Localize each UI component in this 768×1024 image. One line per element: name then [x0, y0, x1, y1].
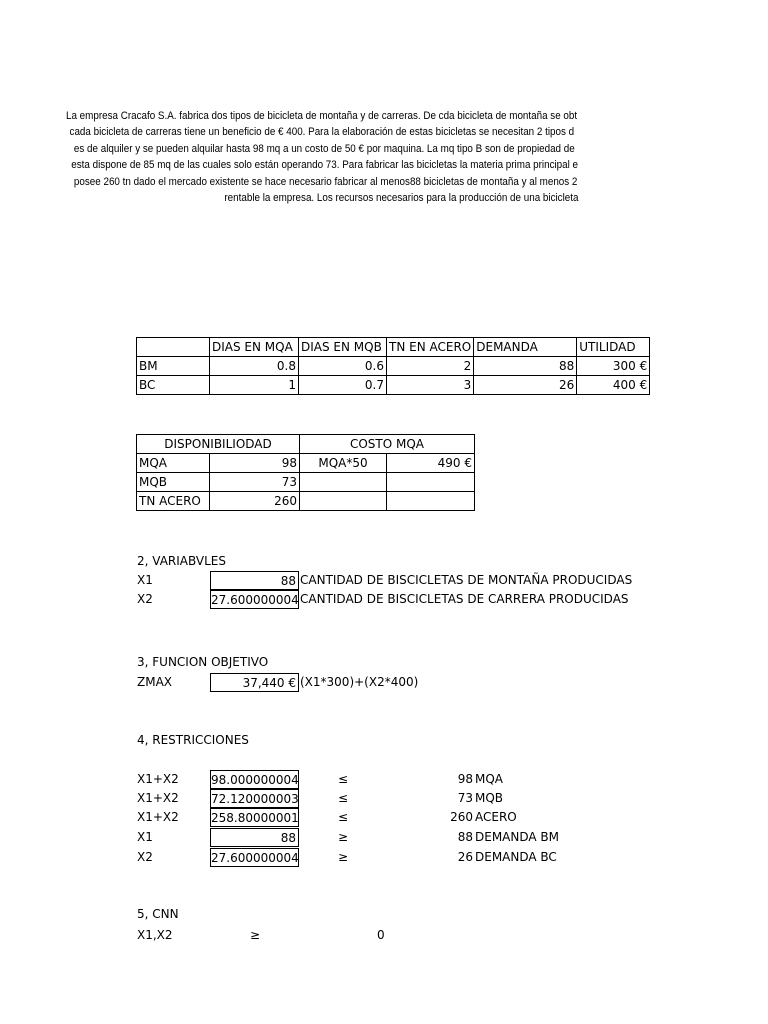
variables-title: 2, VARIABVLES [137, 554, 226, 568]
problem-statement [0, 108, 676, 208]
var-x1-name: X1 [137, 573, 153, 587]
header-cell-empty[interactable] [137, 338, 210, 357]
label-mqa[interactable]: MQA [137, 454, 210, 473]
problem-line-6: rentable la empresa. Los recursos necesarios para la producción de una bicicleta [224, 192, 579, 204]
constraint-lhs: X1+X2 [137, 810, 179, 824]
problem-line-3: es de alquiler y se pueden alquilar hasta 98 mq a un costo de 50 € por maquina. La mq tipo B son de propiedad de [73, 143, 575, 155]
constraint-operator: ≤ [338, 810, 349, 824]
cost-value[interactable]: 490 € [387, 454, 475, 473]
cell-bm-acero[interactable]: 2 [387, 357, 474, 376]
table-row [137, 473, 475, 492]
value-mqb[interactable]: 73 [210, 473, 300, 492]
header-cell-demanda[interactable]: DEMANDA [474, 338, 577, 357]
problem-line-2: cada bicicleta de carreras tiene un beneficio de € 400. Para la elaboración de estas bicicletas se necesitan 2 tipos d [69, 126, 575, 138]
var-x2-name: X2 [137, 592, 153, 606]
objective-title: 3, FUNCION OBJETIVO [137, 655, 269, 669]
constraint-value[interactable]: 258.80000001 [210, 808, 299, 827]
table-row [137, 492, 475, 511]
objective-value[interactable]: 37,440 € [210, 673, 299, 692]
cnn-vars: X1,X2 [137, 928, 173, 942]
row-label-bc[interactable]: BC [137, 376, 210, 395]
constraint-rhs: 88 [457, 830, 473, 844]
cell-bm-demanda[interactable]: 88 [474, 357, 577, 376]
value-tn-acero[interactable]: 260 [210, 492, 300, 511]
objective-formula: (X1*300)+(X2*400) [300, 675, 419, 689]
resources-table [136, 337, 650, 395]
cell-bm-mqb[interactable]: 0.6 [299, 357, 387, 376]
cell-bc-mqa[interactable]: 1 [210, 376, 299, 395]
constraint-value[interactable]: 98.000000004 [210, 770, 299, 789]
cell-bm-mqa[interactable]: 0.8 [210, 357, 299, 376]
var-x1-desc: CANTIDAD DE BISCICLETAS DE MONTAÑA PRODUCIDAS [300, 573, 633, 587]
label-mqb[interactable]: MQB [137, 473, 210, 492]
constraint-operator: ≥ [338, 830, 349, 844]
header-cell-utilidad[interactable]: UTILIDAD [577, 338, 650, 357]
cell-bc-mqb[interactable]: 0.7 [299, 376, 387, 395]
var-x2-value[interactable]: 27.600000004 [210, 590, 299, 609]
var-x2-desc: CANTIDAD DE BISCICLETAS DE CARRERA PRODUCIDAS [300, 592, 629, 606]
table-header-row [137, 338, 650, 357]
table-header-row [137, 435, 475, 454]
constraint-rhs: 98 [457, 772, 473, 786]
constraint-label: MQA [475, 772, 504, 786]
cnn-operator: ≥ [250, 928, 261, 942]
constraint-label: ACERO [475, 810, 517, 824]
constraint-lhs: X2 [137, 850, 153, 864]
cell-bc-demanda[interactable]: 26 [474, 376, 577, 395]
cnn-title: 5, CNN [137, 907, 179, 921]
constraint-rhs: 73 [457, 791, 473, 805]
constraint-lhs: X1 [137, 830, 153, 844]
constraint-operator: ≤ [338, 791, 349, 805]
constraint-label: DEMANDA BC [475, 850, 557, 864]
table-row [137, 454, 475, 473]
table-row [137, 376, 650, 395]
constraint-rhs: 260 [450, 810, 473, 824]
constraints-title: 4, RESTRICCIONES [137, 733, 249, 747]
table-row [137, 357, 650, 376]
constraint-label: MQB [475, 791, 504, 805]
constraint-value[interactable]: 27.600000004 [210, 848, 299, 867]
cnn-value: 0 [377, 928, 385, 942]
header-cell-tn-acero[interactable]: TN EN ACERO [387, 338, 474, 357]
problem-line-5: posee 260 tn dado el mercado existente se hace necesario fabricar al menos88 bicicletas de montaña y al menos 2 [73, 176, 578, 188]
cost-formula[interactable]: MQA*50 [300, 454, 387, 473]
var-x1-value[interactable]: 88 [210, 571, 299, 590]
empty-cell[interactable] [300, 473, 387, 492]
cell-bc-utilidad[interactable]: 400 € [577, 376, 650, 395]
constraint-lhs: X1+X2 [137, 772, 179, 786]
constraint-operator: ≥ [338, 850, 349, 864]
empty-cell[interactable] [387, 492, 475, 511]
label-tn-acero[interactable]: TN ACERO [137, 492, 210, 511]
constraint-lhs: X1+X2 [137, 791, 179, 805]
header-costo-mqa[interactable]: COSTO MQA [300, 435, 475, 454]
availability-table [136, 434, 475, 511]
empty-cell[interactable] [387, 473, 475, 492]
cell-bc-acero[interactable]: 3 [387, 376, 474, 395]
row-label-bm[interactable]: BM [137, 357, 210, 376]
header-cell-dias-mqa[interactable]: DIAS EN MQA [210, 338, 299, 357]
header-cell-dias-mqb[interactable]: DIAS EN MQB [299, 338, 387, 357]
constraint-value[interactable]: 72.120000003 [210, 789, 299, 808]
constraint-rhs: 26 [457, 850, 473, 864]
constraint-label: DEMANDA BM [475, 830, 559, 844]
problem-line-4: esta dispone de 85 mq de las cuales solo están operando 73. Para fabricar las bicicletas la materia prima principal e [71, 159, 579, 171]
constraint-operator: ≤ [338, 772, 349, 786]
cell-bm-utilidad[interactable]: 300 € [577, 357, 650, 376]
empty-cell[interactable] [300, 492, 387, 511]
objective-name: ZMAX [137, 675, 173, 689]
constraint-value[interactable]: 88 [210, 828, 299, 847]
value-mqa[interactable]: 98 [210, 454, 300, 473]
header-disponibilidad[interactable]: DISPONIBILIODAD [137, 435, 300, 454]
problem-line-1: La empresa Cracafo S.A. fabrica dos tipos de bicicleta de montaña y de carreras. De cda bicicleta de montaña se obt [66, 110, 578, 122]
